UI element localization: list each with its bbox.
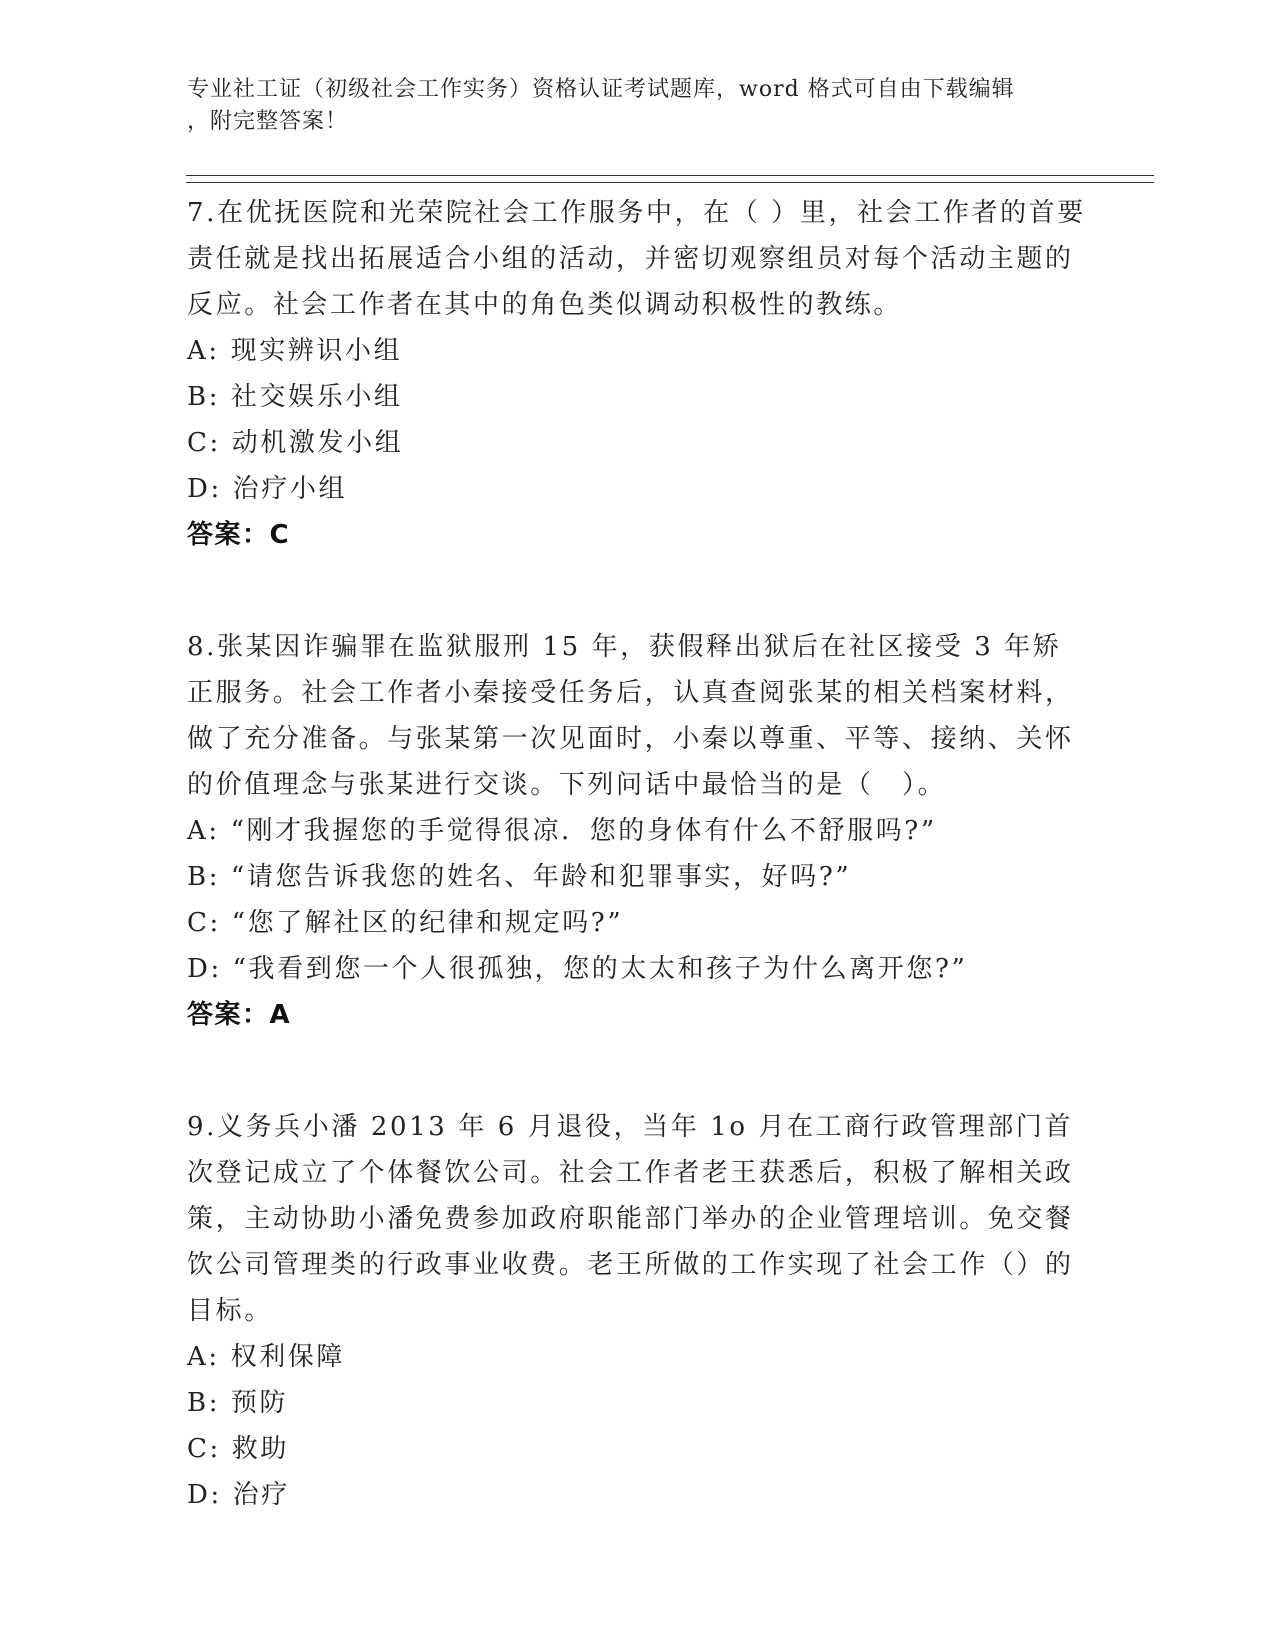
option-b: B: 预防 — [187, 1388, 289, 1418]
option-a: A: “刚才我握您的手觉得很凉．您的身体有什么不舒服吗?” — [187, 816, 937, 846]
option-b: B: “请您告诉我您的姓名、年龄和犯罪事实，好吗?” — [187, 862, 852, 892]
page-header — [187, 74, 1087, 138]
header-divider-bottom — [186, 182, 1154, 183]
question-list — [187, 190, 1087, 1518]
question-7 — [187, 190, 1087, 558]
question-8 — [187, 624, 1087, 1038]
question-spacer — [187, 558, 1087, 624]
answer-label: 答案：A — [187, 1000, 292, 1030]
option-c: C: 救助 — [187, 1434, 289, 1464]
header-divider-top — [186, 175, 1154, 176]
option-d: D: 治疗小组 — [187, 474, 348, 504]
option-a: A: 权利保障 — [187, 1342, 346, 1372]
option-c: C: “您了解社区的纪律和规定吗?” — [187, 908, 624, 938]
question-stem: 8.张某因诈骗罪在监狱服刑 15 年，获假释出狱后在社区接受 3 年矫正服务。社会工作者小秦接受任务后，认真查阅张某的相关档案材料，做了充分准备。与张某第一次见面时，小秦以尊重、平等、接纳、关怀的价值理念与张某进行交谈。下列问话中最恰当的是（ ）。 — [187, 632, 1074, 800]
question-9 — [187, 1104, 1087, 1518]
header-line-2: ，附完整答案！ — [187, 109, 349, 134]
option-d: D: “我看到您一个人很孤独，您的太太和孩子为什么离开您?” — [187, 954, 968, 984]
option-c: C: 动机激发小组 — [187, 428, 404, 458]
answer-label: 答案：C — [187, 520, 291, 550]
option-a: A: 现实辨识小组 — [187, 336, 403, 366]
option-d: D: 治疗 — [187, 1480, 290, 1510]
question-stem: 7.在优抚医院和光荣院社会工作服务中，在（ ）里，社会工作者的首要责任就是找出拓展适合小组的活动，并密切观察组员对每个活动主题的反应。社会工作者在其中的角色类似调动积极性的教练。 — [187, 198, 1086, 320]
option-b: B: 社交娱乐小组 — [187, 382, 403, 412]
question-stem: 9.义务兵小潘 2013 年 6 月退役，当年 1o 月在工商行政管理部门首次登记成立了个体餐饮公司。社会工作者老王获悉后，积极了解相关政策，主动协助小潘免费参加政府职能部门举办的企业管理培训。免交餐饮公司管理类的行政事业收费。老王所做的工作实现了社会工作（）的目标。 — [187, 1112, 1074, 1326]
question-spacer — [187, 1038, 1087, 1104]
header-line-1: 专业社工证（初级社会工作实务）资格认证考试题库，word 格式可自由下载编辑 — [187, 77, 1015, 102]
